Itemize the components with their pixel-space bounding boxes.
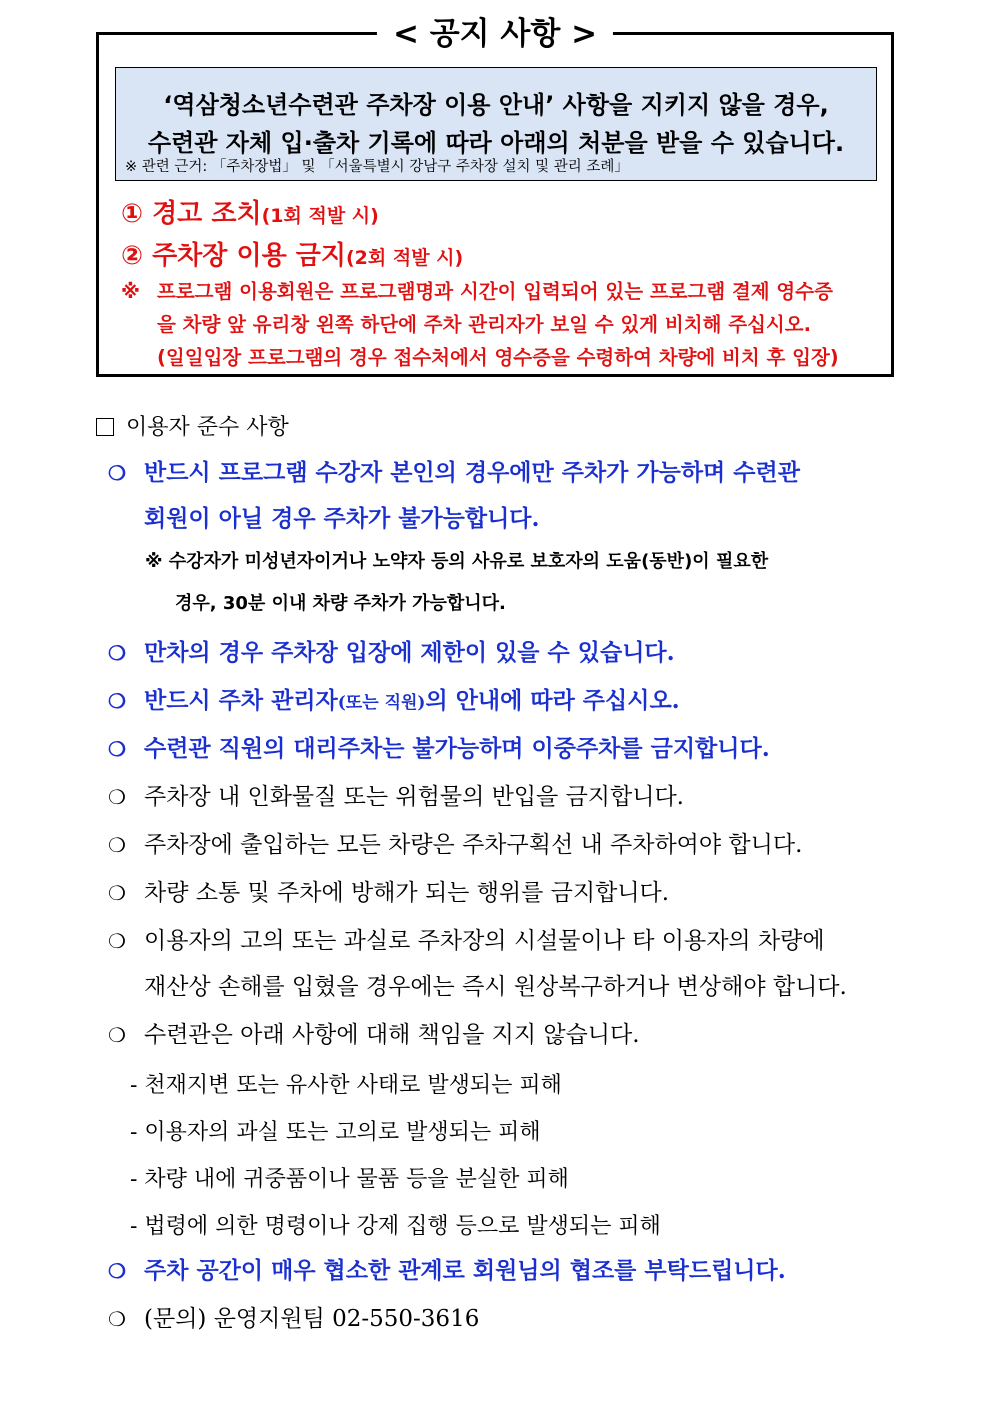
rule-1-line-1: 반드시 프로그램 수강자 본인의 경우에만 주차가 가능하며 수련관 [144, 459, 800, 486]
warning-1-condition: (1회 적발 시) [261, 205, 379, 227]
rule-item-7: ❍ 차량 소통 및 주차에 방해가 되는 행위를 금지합니다. [108, 870, 669, 916]
notice-box [96, 16, 894, 377]
rule-item-4: ❍ 수련관 직원의 대리주차는 불가능하며 이중주차를 금지합니다. [108, 726, 770, 772]
bullet-icon: ❍ [108, 785, 126, 809]
receipt-note [121, 275, 873, 374]
rules-heading: 이용자 준수 사항 [96, 410, 289, 441]
bullet-icon: ❍ [108, 641, 126, 665]
bullet-icon: ❍ [108, 833, 126, 857]
legal-basis: ※ 관련 근거: 「주차장법」 및 「서울특별시 강남구 주차장 설치 및 관리 조례」 [125, 159, 629, 175]
warning-level-2 [121, 235, 463, 272]
rule-8-line-2: 재산상 손해를 입혔을 경우에는 즉시 원상복구하거나 변상해야 합니다. [144, 974, 847, 1000]
rule-1-note-line-1: ※ 수강자가 미성년자이거나 노약자 등의 사유로 보호자의 도움(동반)이 필요한 [145, 551, 769, 572]
exemption-1: - 천재지변 또는 유사한 사태로 발생되는 피해 [130, 1073, 562, 1098]
rule-8-line-1: 이용자의 고의 또는 과실로 주차장의 시설물이나 타 이용자의 차량에 [144, 928, 825, 954]
warning-2-condition: (2회 적발 시) [345, 247, 464, 269]
note-mark: ※ [121, 280, 140, 303]
rule-item-2: ❍ 만차의 경우 주차장 입장에 제한이 있을 수 있습니다. [108, 630, 675, 676]
rule-item-1 [108, 450, 800, 542]
bullet-icon: ❍ [108, 689, 126, 713]
exemption-2: - 이용자의 과실 또는 고의로 발생되는 피해 [130, 1120, 541, 1145]
bullet-icon: ❍ [108, 929, 126, 953]
contact-item [108, 1296, 479, 1342]
notice-title: < 공지 사항 > [377, 12, 613, 56]
warning-2-label: ② 주차장 이용 금지 [121, 241, 346, 271]
note-line-3: (일일입장 프로그램의 경우 접수처에서 영수증을 수령하여 차량에 비치 후 입장) [157, 346, 839, 369]
rule-item-8 [108, 918, 847, 1010]
bullet-icon: ❍ [108, 1023, 126, 1047]
exemption-4: - 법령에 의한 명령이나 강제 집행 등으로 발생되는 피해 [130, 1214, 661, 1239]
note-line-2: 을 차량 앞 유리창 왼쪽 하단에 주차 관리자가 보일 수 있게 비치해 주십시오. [157, 313, 811, 336]
checkbox-icon [96, 418, 114, 436]
rule-item-9: ❍ 수련관은 아래 사항에 대해 책임을 지지 않습니다. [108, 1012, 640, 1058]
rule-item-10: ❍ 주차 공간이 매우 협소한 관계로 회원님의 협조를 부탁드립니다. [108, 1248, 786, 1294]
rule-item-3: ❍ 반드시 주차 관리자(또는 직원)의 안내에 따라 주십시오. [108, 678, 680, 726]
rule-1-line-2: 회원이 아닐 경우 주차가 불가능합니다. [144, 505, 540, 532]
exemption-3: - 차량 내에 귀중품이나 물품 등을 분실한 피해 [130, 1167, 569, 1192]
note-line-1: 프로그램 이용회원은 프로그램명과 시간이 입력되어 있는 프로그램 결제 영수증 [157, 280, 833, 303]
bullet-icon: ❍ [108, 737, 126, 761]
rule-item-5: ❍ 주차장 내 인화물질 또는 위험물의 반입을 금지합니다. [108, 774, 684, 820]
rule-item-6: ❍ 주차장에 출입하는 모든 차량은 주차구획선 내 주차하여야 합니다. [108, 822, 802, 868]
bullet-icon: ❍ [108, 461, 126, 485]
rule-1-note-line-2: 경우, 30분 이내 차량 주차가 가능합니다. [175, 593, 506, 614]
bullet-icon: ❍ [108, 1259, 126, 1283]
bullet-icon: ❍ [108, 881, 126, 905]
bullet-icon: ❍ [108, 1307, 126, 1331]
warning-level-1 [121, 193, 379, 230]
highlight-line-1: ‘역삼청소년수련관 주차장 이용 안내’ 사항을 지키지 않을 경우, [163, 91, 829, 119]
highlight-line-2: 수련관 자체 입·출차 기록에 따라 아래의 처분을 받을 수 있습니다. [147, 129, 845, 157]
warning-1-label: ① 경고 조치 [121, 199, 262, 229]
contact-info: (문의) 운영지원팀 02-550-3616 [144, 1306, 480, 1332]
